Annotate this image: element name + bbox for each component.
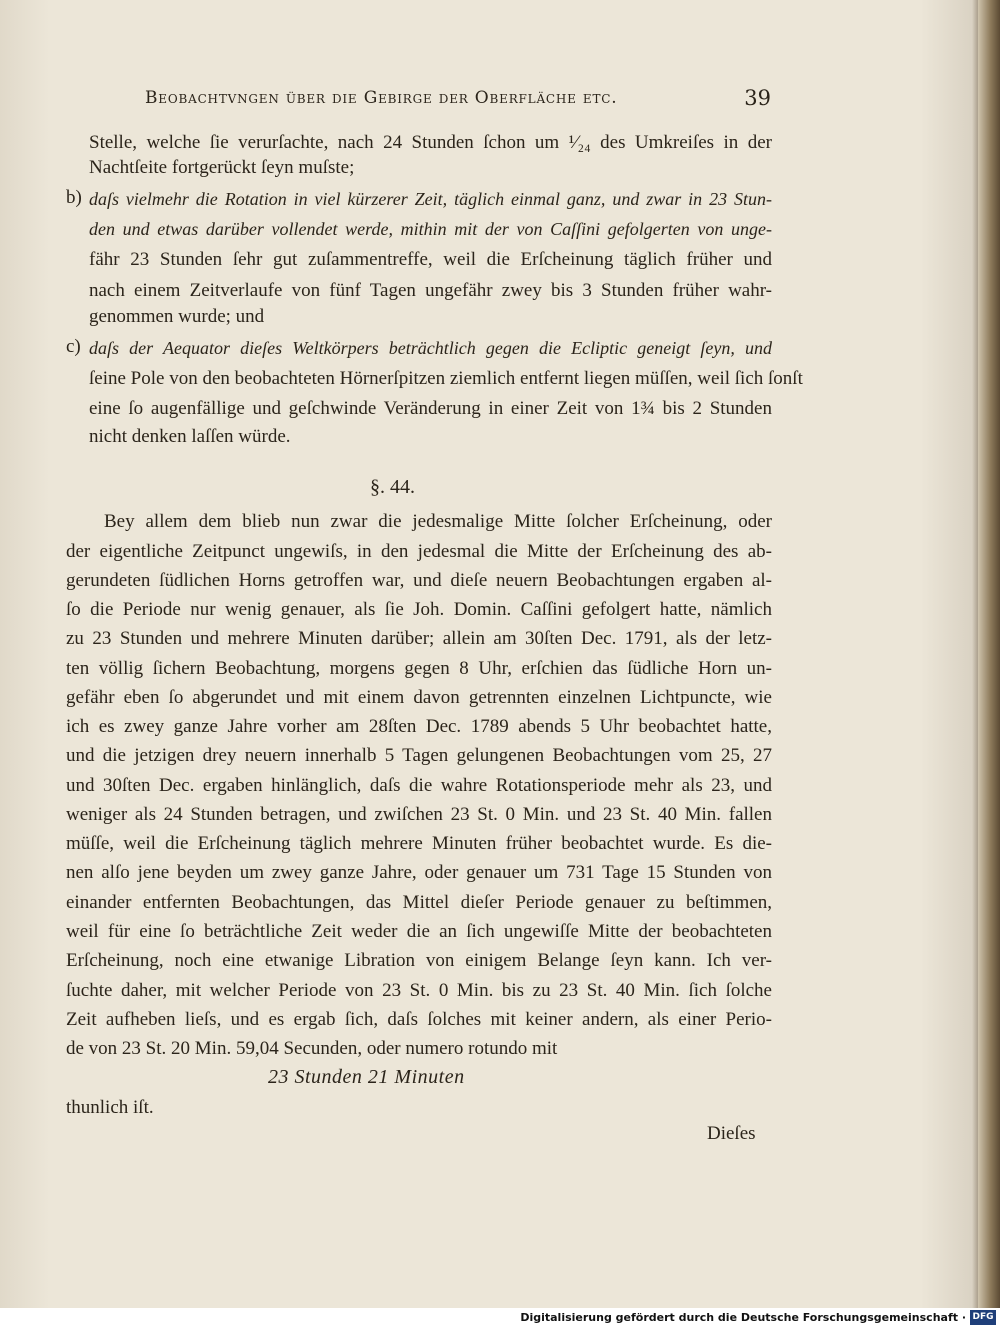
text-line: gefähr eben ſo abgerundet und mit einem davon getrennten einzelnen Lichtpuncte, wie — [66, 687, 772, 708]
text-line: Erſcheinung, noch eine etwanige Libration von einigem Belange ſeyn kann. Ich ver- — [66, 950, 772, 971]
text-line: ſo die Periode nur wenig genauer, als ſie Joh. Domin. Caſſini gefolgert hatte, nämlich — [66, 599, 772, 620]
text-line: der eigentliche Zeitpunct ungewiſs, in den jedesmal die Mitte der Erſcheinung des ab- — [66, 541, 772, 562]
text-line: ich es zwey ganze Jahre vorher am 28ſten Dec. 1789 abends 5 Uhr beobachtet hatte, — [66, 716, 772, 737]
text-line: nach einem Zeitverlaufe von fünf Tagen ungefähr zwey bis 3 Stunden früher wahr- — [89, 280, 772, 301]
text-line: Nachtſeite fortgerückt ſeyn muſste; — [89, 157, 355, 178]
footer-bar — [0, 1308, 1000, 1328]
section-number: §. 44. — [370, 476, 415, 498]
list-label-c: c) — [66, 336, 81, 357]
book-spine — [978, 0, 1000, 1308]
text-line: nicht denken laſſen würde. — [89, 426, 291, 447]
text-line: weniger als 24 Stunden betragen, und zwiſchen 23 St. 0 Min. und 23 St. 40 Min. fallen — [66, 804, 772, 825]
text-line: und 30ſten Dec. ergaben hinlänglich, daſs die wahre Rotationsperiode mehr als 23, und — [66, 775, 772, 796]
text-line: Zeit aufheben lieſs, und es ergab ſich, daſs ſolches mit keiner andern, als einer Perio- — [66, 1009, 772, 1030]
text-line: nen alſo jene beyden um zwey ganze Jahre, oder genauer um 731 Tage 15 Stunden von — [66, 862, 772, 883]
text-line: Stelle, welche ſie verurſachte, nach 24 Stunden ſchon um ¹⁄₂₄ des Umkreiſes in der — [89, 132, 772, 153]
text-line: weil für eine ſo beträchtliche Zeit weder die an ſich ungewiſſe Mitte der beobachteten — [66, 921, 772, 942]
text-line: fähr 23 Stunden ſehr gut zuſammentreffe, weil die Erſcheinung täglich früher und — [89, 249, 772, 270]
dfg-logo-icon: DFG — [970, 1310, 996, 1325]
formula-line: 23 Stunden 21 Minuten — [268, 1066, 465, 1088]
text-line: ten völlig ſichern Beobachtung, morgens gegen 8 Uhr, erſchien das ſüdliche Horn un- — [66, 658, 772, 679]
text-line: einander entfernten Beobachtungen, das Mittel dieſer Periode genauer zu beſtimmen, — [66, 892, 772, 913]
text-line: thunlich iſt. — [66, 1097, 154, 1118]
text-line: de von 23 St. 20 Min. 59,04 Secunden, oder numero rotundo mit — [66, 1038, 558, 1059]
footer-credit: Digitalisierung gefördert durch die Deutsche Forschungsgemeinschaft · — [520, 1311, 966, 1324]
list-label-b: b) — [66, 187, 82, 208]
text-line: ſeine Pole von den beobachteten Hörnerſpitzen ziemlich entfernt liegen müſſen, weil ſich ſonſt — [89, 368, 803, 389]
text-line: und die jetzigen drey neuern innerhalb 5 Tagen gelungenen Beobachtungen vom 25, 27 — [66, 745, 772, 766]
page-header — [145, 88, 771, 116]
catchword: Dieſes — [707, 1123, 756, 1144]
text-line: ſuchte daher, mit welcher Periode von 23 St. 0 Min. bis zu 23 St. 40 Min. ſich ſolche — [66, 980, 772, 1001]
running-title: Beobachtvngen über die Gebirge der Oberfläche etc. — [145, 88, 618, 108]
text-line: zu 23 Stunden und mehrere Minuten darüber; allein am 30ſten Dec. 1791, als der letz- — [66, 628, 772, 649]
text-line: daſs der Aequator dieſes Weltkörpers beträchtlich gegen die Ecliptic geneigt ſeyn, und — [89, 338, 772, 358]
text-line: genommen wurde; und — [89, 306, 265, 327]
text-line: müſſe, weil die Erſcheinung täglich mehrere Minuten früher beobachtet wurde. Es die- — [66, 833, 772, 854]
text-line: eine ſo augenfällige und geſchwinde Veränderung in einer Zeit von 1¾ bis 2 Stunden — [89, 398, 772, 419]
text-line: den und etwas darüber vollendet werde, mithin mit der von Caſſini gefolgerten von unge- — [89, 219, 772, 239]
text-line: daſs vielmehr die Rotation in viel kürzerer Zeit, täglich einmal ganz, und zwar in 23 Stun- — [89, 189, 772, 209]
text-line: Bey allem dem blieb nun zwar die jedesmalige Mitte ſolcher Erſcheinung, oder — [104, 511, 772, 532]
page-number: 39 — [744, 86, 771, 110]
text-line: gerundeten ſüdlichen Horns getroffen war, und dieſe neuern Beobachtungen ergaben al- — [66, 570, 772, 591]
